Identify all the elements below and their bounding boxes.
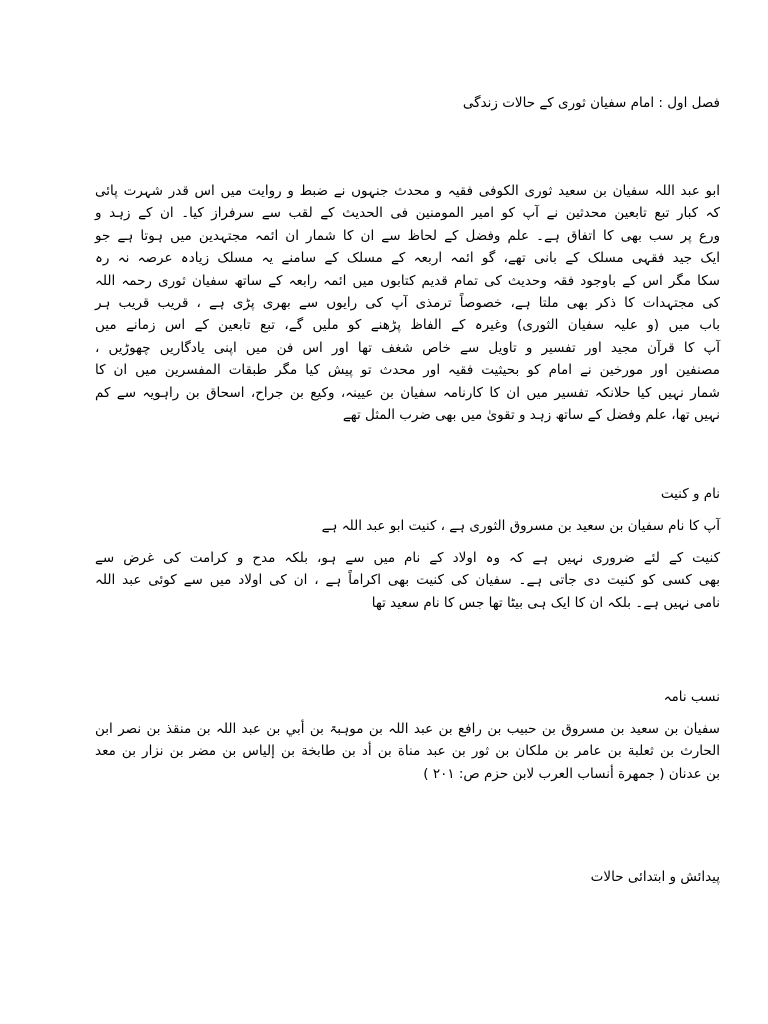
- section-heading-birth: [95, 866, 720, 888]
- paragraph-line: آپ کا نام سفیان بن سعید بن مسروق الثوری ہے ، کنیت ابو عبد اللہ ہے: [321, 518, 720, 534]
- intro-paragraph: [95, 180, 720, 426]
- paragraph-line: شمار نہیں کیا حلانکہ تفسیر میں ان کا کارنامہ سفیان بن عیینہ، وکیع بن جراح، اسحاق بن راہویہ سے کم: [95, 384, 720, 401]
- paragraph-line: نامی نہیں ہے۔ بلکہ ان کا ایک ہی بیٹا تھا جس کا نام سعید تھا: [371, 594, 720, 611]
- paragraph-line: ایک جید فقہی مسلک کے بانی تھے، گو ائمہ اربعہ کے مسلک کے سامنے یہ مسلک زیادہ عرصہ نہ رہ: [95, 250, 720, 267]
- paragraph-line: باب میں (و علیہ سفیان الثوری) وغیرہ کے الفاظ پڑھنے کو ملیں گے، تبع تابعین کے اس زمانے میں: [95, 317, 720, 334]
- paragraph-line: بن عدنان ( جمهرة أنساب العرب لابن حزم ص: ۲۰۱ ): [423, 765, 720, 782]
- paragraph-line: کنیت کے لئے ضروری نہیں ہے کہ وہ اولاد کے نام میں سے ہو، بلکہ مدح و کرامت کی غرض سے: [95, 550, 720, 566]
- paragraph-line: نہیں تھا، علم وفضل کے ساتھ زہد و تقویٰ میں بھی ضرب المثل تھے: [342, 406, 720, 423]
- lineage-paragraph: [95, 718, 720, 785]
- kunya-paragraph: [95, 547, 720, 614]
- paragraph-line: ورع پر سب بھی کا اتفاق ہے۔ علم وفضل کے لحاظ سے ان کا شمار ان ائمہ مجتہدین میں ہوتا ہے جو: [95, 227, 720, 244]
- section-heading-lineage: [95, 686, 720, 708]
- paragraph-line: کی مجتہدات کا ذکر بھی ملتا ہے، خصوصاً ترمذی آپ کی رایوں سے بھری پڑی ہے ، قریب قریب ہر: [95, 294, 720, 311]
- paragraph-line: الحارث بن ثعلبة بن عامر بن ملكان بن ثور بن عبد مناة بن أد بن طابخة بن إلياس بن مضر بن نزار بن معد: [95, 743, 720, 760]
- name-statement: [95, 515, 720, 537]
- paragraph-line: بھی کسی کو کنیت دی جاتی ہے۔ سفیان کی کنیت بھی اکراماً ہے ، ان کی اولاد میں سے کوئی عبد اللہ: [95, 572, 720, 589]
- paragraph-line: سفیان بن سعید بن مسروق بن حبیب بن رافع بن عبد اللہ بن موہبۃ بن أبي بن عبد اللہ بن منقذ بن نصر ابن: [95, 721, 720, 737]
- section-heading-name: [95, 483, 720, 505]
- chapter-title: [95, 92, 720, 114]
- section-heading-text: نسب نامہ: [663, 689, 720, 705]
- paragraph-line: آپ کا قرآن مجید اور تفسیر و تاویل سے خاص شغف تھا اور اس فن میں اپنی یادگاریں چھوڑیں ،: [95, 339, 720, 356]
- chapter-title-text: فصل اول : امام سفیان ثوری کے حالات زندگی: [462, 95, 720, 111]
- section-heading-text: نام و کنیت: [660, 486, 720, 502]
- paragraph-line: کہ کبار تبع تابعین محدثین نے آپ کو امیر المومنین فی الحدیث کے لقب سے سرفراز کیا۔ ان کے زہد و: [95, 205, 720, 222]
- paragraph-line: مصنفین اور مورخین نے امام کو بحیثیت فقیہ اور محدث تو پیش کیا مگر طبقات المفسرین میں ان کا: [95, 362, 720, 379]
- paragraph-line: سکا مگر اس کے باوجود فقہ وحدیث کی تمام قدیم کتابوں میں ائمہ رابعہ کے ساتھ سفیان ثوری رحمہ اللہ: [95, 272, 720, 289]
- paragraph-line: ابو عبد اللہ سفیان بن سعید ثوری الکوفی فقیہ و محدث جنہوں نے ضبط و روایت میں اس قدر شہرت پائی: [95, 183, 720, 199]
- section-heading-text: پیدائش و ابتدائی حالات: [590, 869, 720, 885]
